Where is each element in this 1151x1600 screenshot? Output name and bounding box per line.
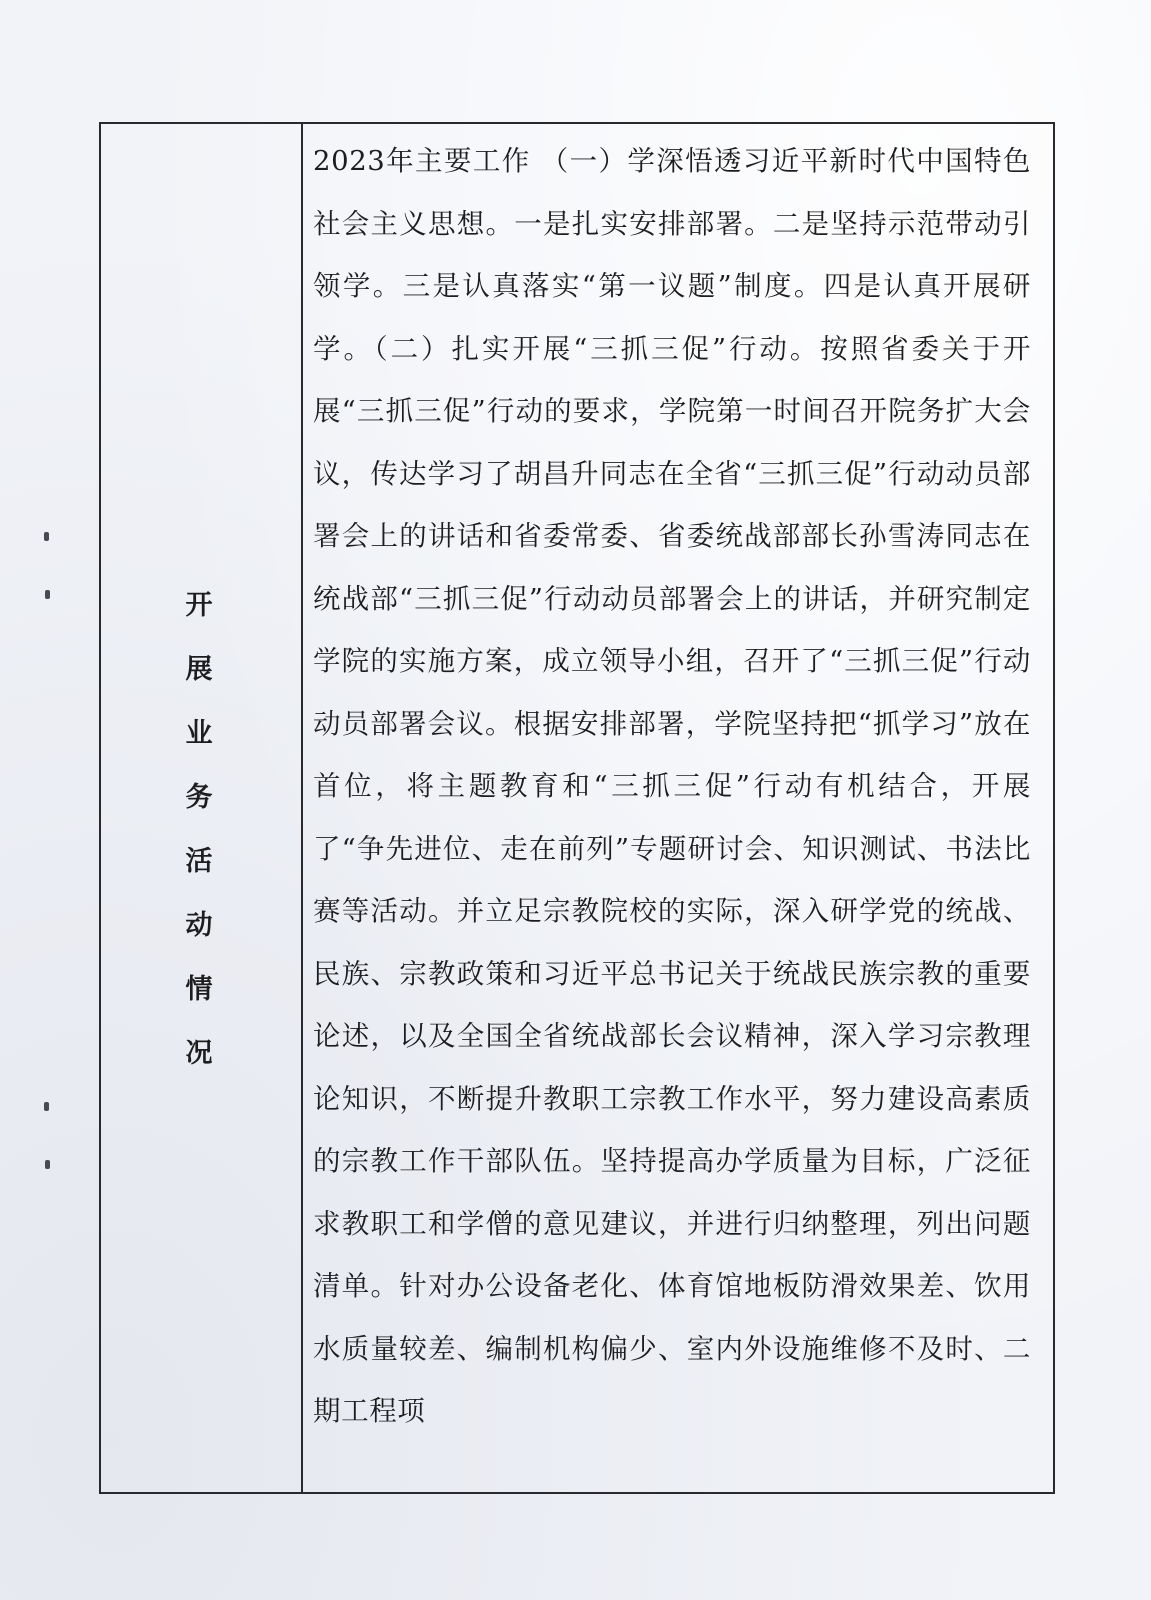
binding-hole-mark [45,590,50,599]
binding-hole-mark [44,1102,49,1111]
binding-hole-mark [45,1160,50,1169]
content-cell [303,124,1053,1492]
binding-hole-mark [44,532,49,541]
section-content: 2023年主要工作 （一）学深悟透习近平新时代中国特色社会主义思想。一是扎实安排部署。二是坚持示范带动引领学。三是认真落实“第一议题”制度。四是认真开展研学。（二）扎实开展“三抓三促”行动。按照省委关于开展“三抓三促”行动的要求，学院第一时间召开院务扩大会议，传达学习了胡昌升同志在全省“三抓三促”行动动员部署会上的讲话和省委常委、省委统战部部长孙雪涛同志在统战部“三抓三促”行动动员部署会上的讲话，并研究制定学院的实施方案，成立领导小组，召开了“三抓三促”行动动员部署会议。根据安排部署，学院坚持把“抓学习”放在首位，将主题教育和“三抓三促”行动有机结合，开展了“争先进位、走在前列”专题研讨会、知识测试、书法比赛等活动。并立足宗教院校的实际，深入研学党的统战、民族、宗教政策和习近平总书记关于统战民族宗教的重要论述，以及全国全省统战部长会议精神，深入学习宗教理论知识，不断提升教职工宗教工作水平，努力建设高素质的宗教工作干部队伍。坚持提高办学质量为目标，广泛征求教职工和学僧的意见建议，并进行归纳整理，列出问题清单。针对办公设备老化、体育馆地板防滑效果差、饮用水质量较差、编制机构偏少、室内外设施维修不及时、二期工程项 [313,145,1031,1427]
section-label: 开展业务活动情况 [185,590,213,1069]
label-cell [101,124,303,1492]
form-table [99,122,1055,1494]
